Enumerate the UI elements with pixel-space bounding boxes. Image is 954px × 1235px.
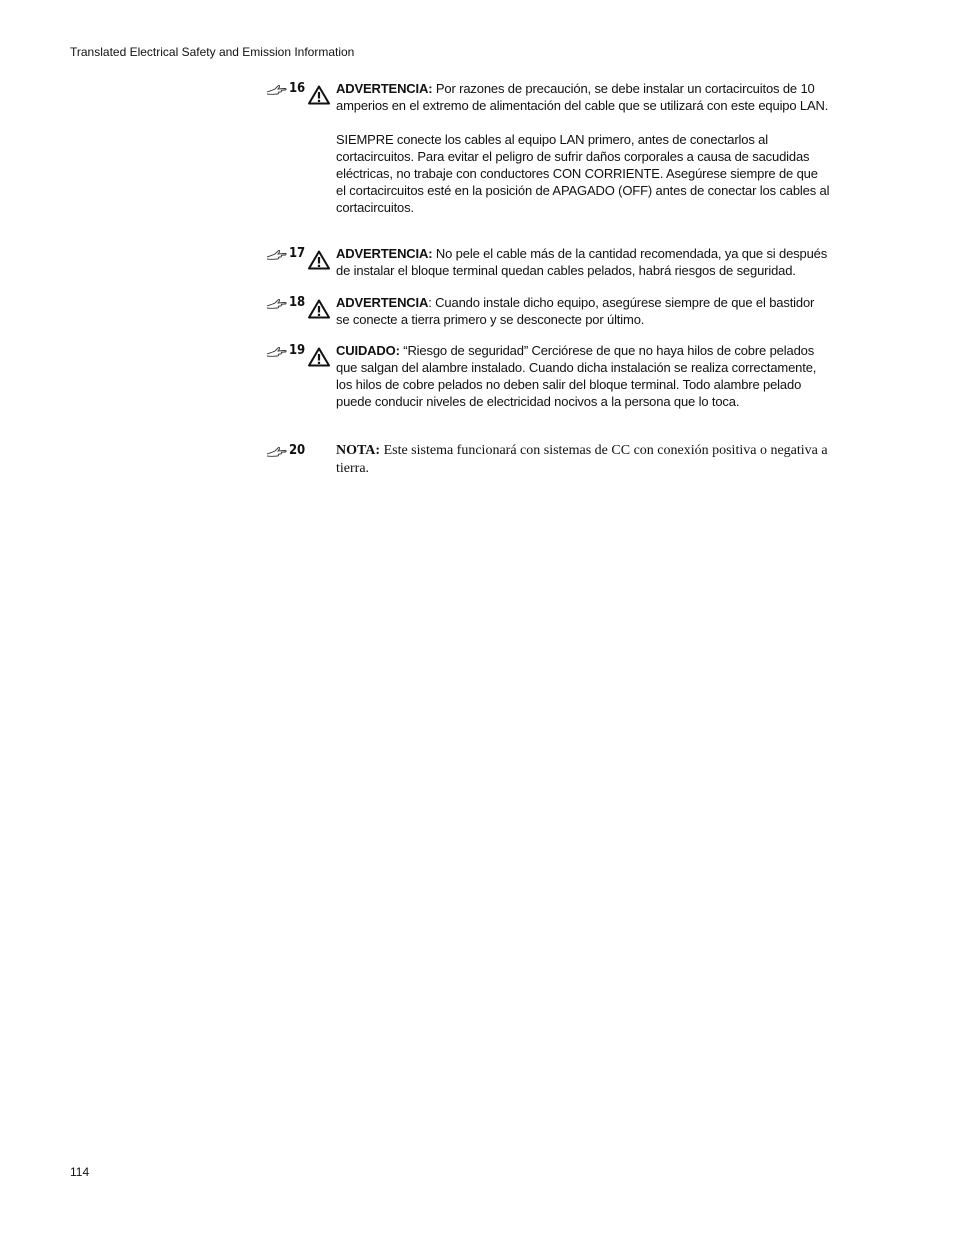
item-body bbox=[336, 80, 830, 216]
pointing-hand-icon bbox=[266, 247, 288, 261]
item-text: : Cuando instale dicho equipo, asegúrese siempre de que el bastidor se conecte a tierra primero y se desconecte por último. bbox=[336, 295, 815, 327]
pointing-hand-icon bbox=[266, 344, 288, 358]
warning-triangle-icon bbox=[308, 347, 330, 367]
item-text: Por razones de precaución, se debe instalar un cortacircuitos de 10 amperios en el extremo de alimentación del cable que se utilizará con este equipo LAN. bbox=[336, 81, 829, 113]
pointing-hand-icon bbox=[266, 82, 288, 96]
running-header: Translated Electrical Safety and Emission Information bbox=[70, 45, 355, 59]
warning-triangle-icon bbox=[308, 85, 330, 105]
item-label: NOTA: bbox=[336, 443, 381, 458]
item-number: 19 bbox=[289, 343, 305, 358]
page-number: 114 bbox=[70, 1165, 90, 1179]
item-body bbox=[336, 342, 830, 410]
item-number: 20 bbox=[289, 443, 305, 458]
item-body bbox=[336, 442, 830, 478]
item-text-continued: SIEMPRE conecte los cables al equipo LAN primero, antes de conectarlos al cortacircuitos. Para evitar el peligro de sufrir daños corporales a causa de sacudidas eléctricas, no trabaje con conductores CON CORRIENTE. Asegúrese siempre de que el cortacircuitos esté en la posición de APAGADO (OFF) antes de conectar los cables al cortacircuitos. bbox=[336, 132, 830, 215]
item-label: ADVERTENCIA bbox=[336, 295, 429, 310]
item-label: ADVERTENCIA: bbox=[336, 81, 433, 96]
item-label: CUIDADO: bbox=[336, 343, 400, 358]
item-number: 17 bbox=[289, 246, 305, 261]
item-body bbox=[336, 294, 830, 328]
item-text: No pele el cable más de la cantidad recomendada, ya que si despu​és de instalar el bloque terminal quedan cables pelados, habrá riesgos de seguridad. bbox=[336, 246, 828, 278]
item-number: 16 bbox=[289, 81, 305, 96]
pointing-hand-icon bbox=[266, 296, 288, 310]
item-number: 18 bbox=[289, 295, 305, 310]
item-text: “Riesgo de seguridad” Cerciórese de que no haya hilos de cobre pelados que salgan del alambre instalado. Cuando dicha instalación se realiza correctamente, los hilos de cobre pelados no deben salir del bloque terminal. Todo alambre pelado puede conducir niveles de electricidad nocivos a la persona que lo toca. bbox=[336, 343, 817, 409]
warning-triangle-icon bbox=[308, 250, 330, 270]
pointing-hand-icon bbox=[266, 444, 288, 458]
item-text: Este sistema funcionará con sistemas de CC con conexión positiva o negativa a tierra. bbox=[336, 443, 828, 476]
item-body bbox=[336, 245, 830, 279]
item-label: ADVERTENCIA: bbox=[336, 246, 433, 261]
warning-triangle-icon bbox=[308, 299, 330, 319]
